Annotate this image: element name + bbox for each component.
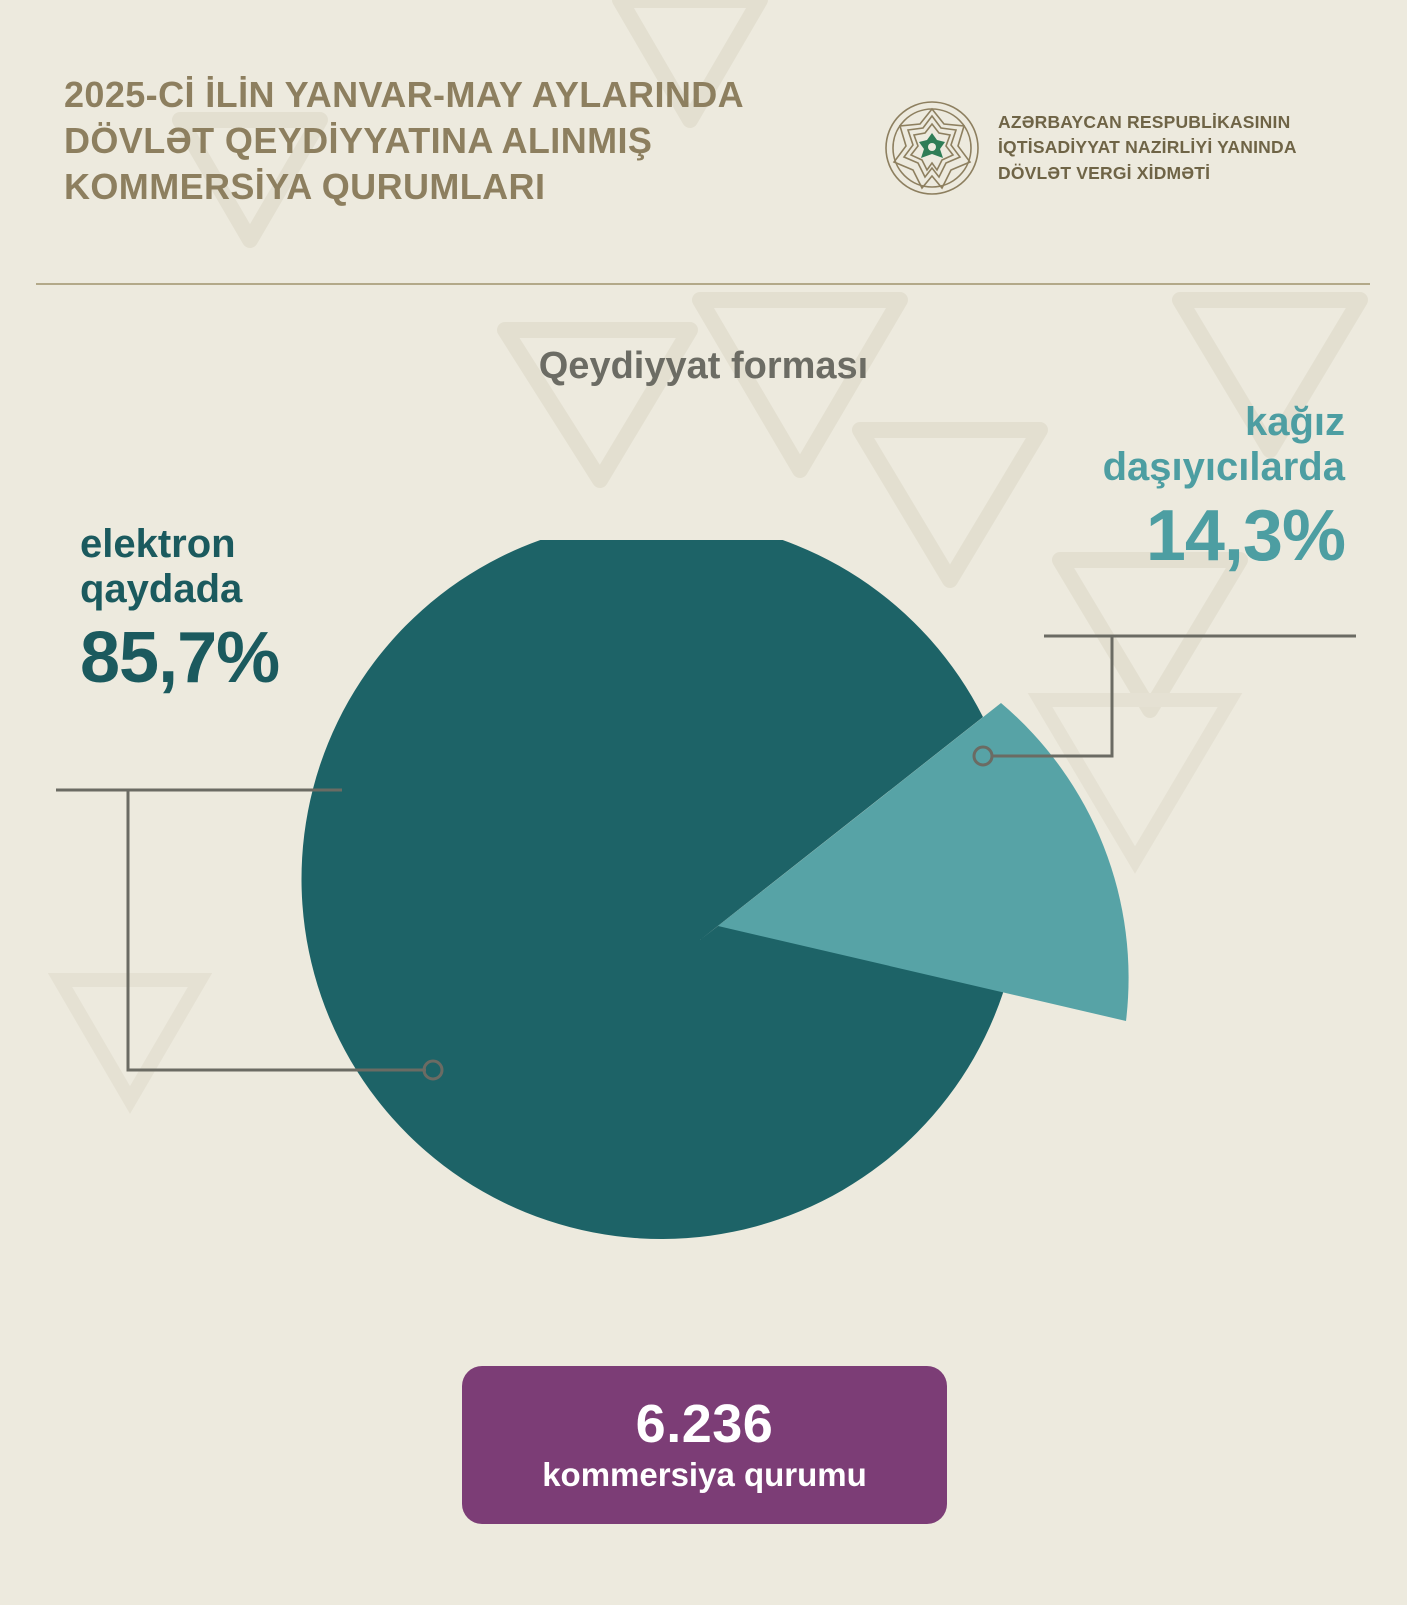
label-electronic [80, 522, 279, 698]
page-title: 2025-Cİ İLİN YANVAR-MAY AYLARINDA DÖVLƏT QEYDİYYATINA ALINMIŞ KOMMERSİYA QURUMLARI [64, 74, 743, 208]
leader-line-paper [960, 616, 1360, 796]
total-badge [462, 1366, 947, 1524]
leader-line-electronic [52, 770, 452, 1090]
label-paper-value: 14,3% [1145, 495, 1345, 576]
chart-title: Qeydiyyat forması [538, 345, 869, 387]
agency-name-line2: İQTİSADİYYAT NAZİRLİYİ YANINDA [998, 137, 1297, 158]
total-caption: kommersiya qurumu [542, 1456, 867, 1494]
total-number: 6.236 [635, 1393, 774, 1454]
agency-name-line3: DÖVLƏT VERGİ XİDMƏTİ [998, 162, 1211, 183]
agency-name-line1: AZƏRBAYCAN RESPUBLİKASININ [998, 111, 1291, 132]
label-paper-name: kağız daşıyıcılarda [1102, 400, 1345, 489]
label-electronic-value: 85,7% [80, 617, 280, 698]
label-electronic-name: elektron qaydada [80, 522, 243, 611]
label-paper [1103, 400, 1345, 576]
